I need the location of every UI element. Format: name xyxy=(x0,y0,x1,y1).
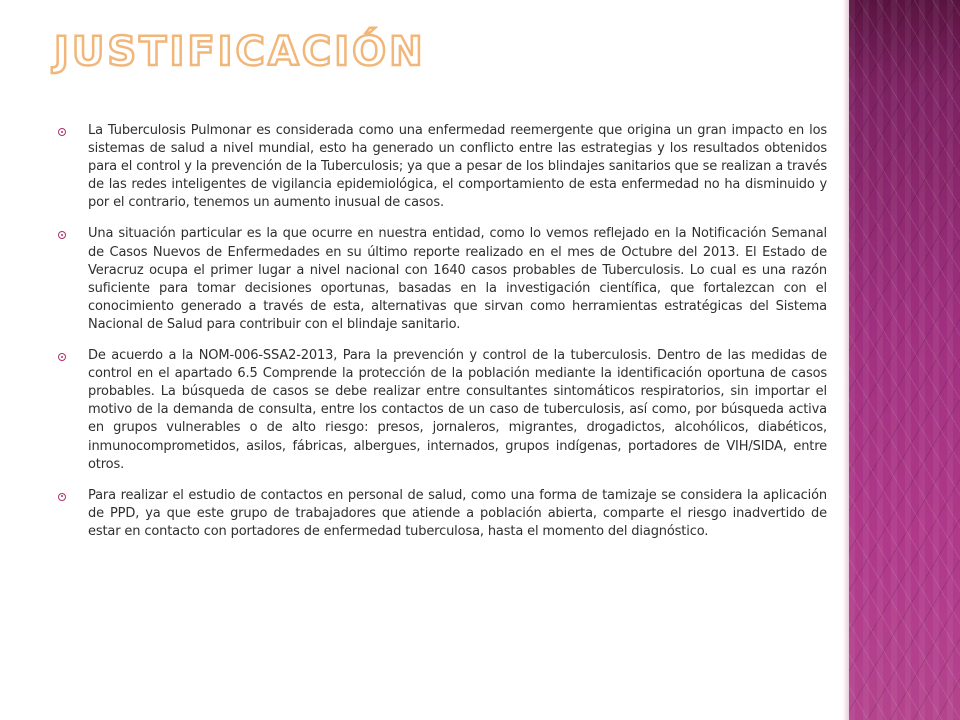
bullet-icon xyxy=(58,128,66,136)
bullet-item xyxy=(54,347,827,474)
bullet-text: De acuerdo a la NOM-006-SSA2-2013, Para la prevención y control de la tuberculosis. Dentro de las medidas de control en el apartado 6.5 Comprende la protección de la población mediante la identificación oportuna de casos probables. La búsqueda de casos se debe realizar entre consultantes sintomáticos respiratorios, sin importar el motivo de la demanda de consulta, entre los contactos de un caso de tuberculosis, así como, por búsqueda activa en grupos vulnerables o de alto riesgo: presos, jornaleros, migrantes, drogadictos, alcohólicos, diabéticos, inmunocomprometidos, asilos, fábricas, albergues, internados, grupos indígenas, portadores de VIH/SIDA, entre otros. xyxy=(88,348,827,472)
bullet-list xyxy=(54,122,827,554)
decorative-side-panel xyxy=(849,0,960,720)
bullet-item xyxy=(54,225,827,334)
bullet-text: Una situación particular es la que ocurre en nuestra entidad, como lo vemos reflejado en la Notificación Semanal de Casos Nuevos de Enfermedades en su último reporte realizado en el mes de Octubre del 2013. El Estado de Veracruz ocupa el primer lugar a nivel nacional con 1640 casos probables de Tuberculosis. Lo cual es una razón suficiente para tomar decisiones oportunas, basadas en la investigación científica, que fortalezcan con el conocimiento generado a través de esta, alternativas que sirvan como herramientas estratégicas del Sistema Nacional de Salud para contribuir con el blindaje sanitario. xyxy=(88,226,827,332)
bullet-text: La Tuberculosis Pulmonar es considerada como una enfermedad reemergente que origina un gran impacto en los sistemas de salud a nivel mundial, esto ha generado un conflicto entre las estrategias y los resultados obtenidos para el control y la prevención de la Tuberculosis; ya que a pesar de los blindajes sanitarios que se realizan a través de las redes inteligentes de vigilancia epidemiológica, el comportamiento de esta enfermedad no ha disminuido y por el contrario, tenemos un aumento inusual de casos. xyxy=(88,123,827,211)
bullet-item xyxy=(54,122,827,212)
bullet-icon xyxy=(58,493,66,501)
bullet-text: Para realizar el estudio de contactos en personal de salud, como una forma de tamizaje se considera la aplicación de PPD, ya que este grupo de trabajadores que atiende a población abierta, comparte el riesgo inadvertido de estar en contacto con portadores de enfermedad tuberculosa, hasta el momento del diagnóstico. xyxy=(88,487,827,539)
bullet-icon xyxy=(58,353,66,361)
bullet-icon xyxy=(58,231,66,239)
bullet-item xyxy=(54,487,827,541)
slide-title: JUSTIFICACIÓN xyxy=(54,29,426,75)
